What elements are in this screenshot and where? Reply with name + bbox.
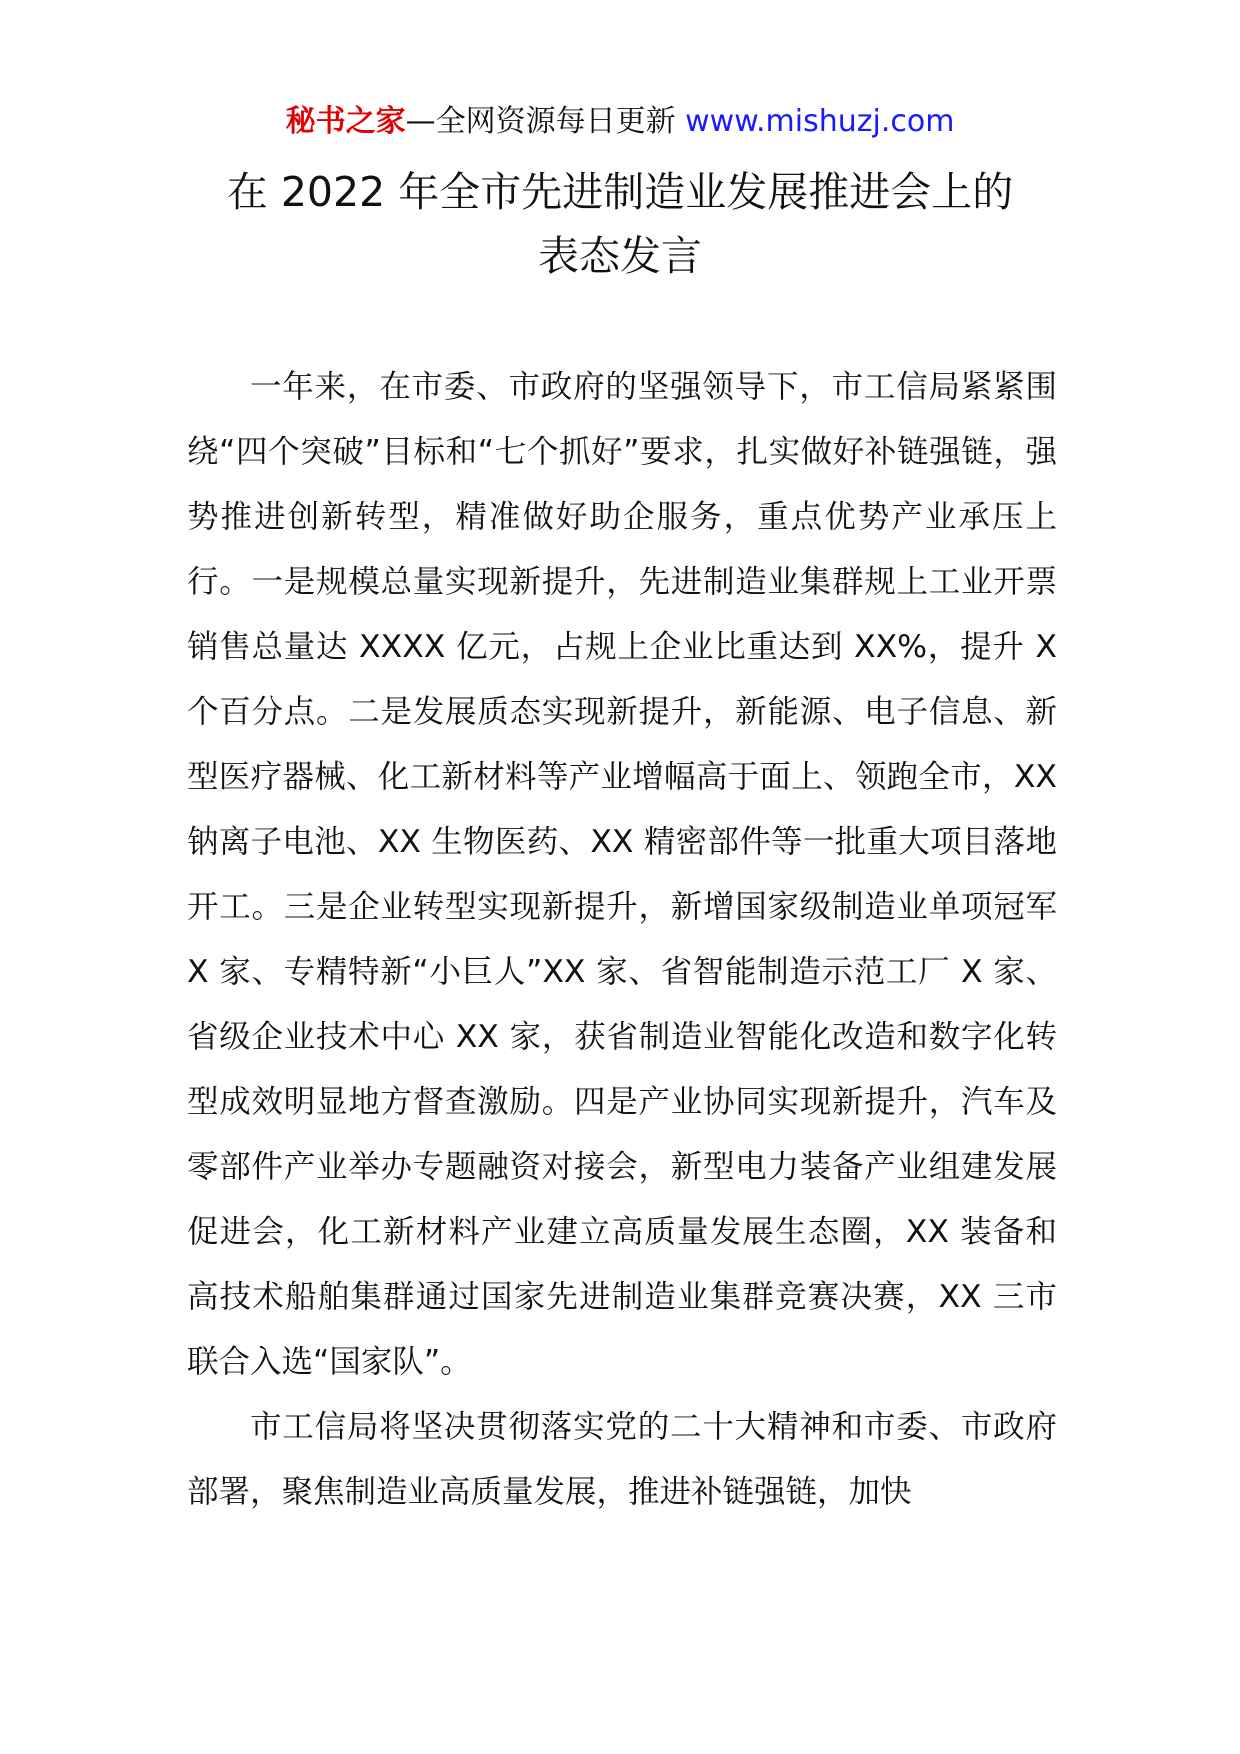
website-link[interactable]: www.mishuzj.com xyxy=(685,104,955,139)
watermark-header xyxy=(0,100,1240,144)
title-line-1: 在 2022 年全市先进制造业发展推进会上的 xyxy=(226,168,1014,216)
document-title xyxy=(150,160,1090,288)
paragraph-2: 市工信局将坚决贯彻落实党的二十大精神和市委、市政府部署，聚焦制造业高质量发展，推进补链强链，加快 xyxy=(187,1409,1057,1510)
header-slogan: —全网资源每日更新 xyxy=(405,104,676,139)
title-line-2: 表态发言 xyxy=(538,232,702,280)
document-body xyxy=(187,355,1057,1525)
brand-name: 秘书之家 xyxy=(285,104,406,139)
paragraph-1: 一年来，在市委、市政府的坚强领导下，市工信局紧紧围绕“四个突破”目标和“七个抓好”要求，扎实做好补链强链，强势推进创新转型，精准做好助企服务，重点优势产业承压上行。一是规模总量实现新提升，先进制造业集群规上工业开票销售总量达 XXXX 亿元，占规上企业比重达到 XX%，提升 X 个百分点。二是发展质态实现新提升，新能源、电子信息、新型医疗器械、化工新材料等产业增幅高于面上、领跑全市，XX 钠离子电池、XX 生物医药、XX 精密部件等一批重大项目落地开工。三是企业转型实现新提升，新增国家级制造业单项冠军 X 家、专精特新“小巨人”XX 家、省智能制造示范工厂 X 家、省级企业技术中心 XX 家，获省制造业智能化改造和数字化转型成效明显地方督查激励。四是产业协同实现新提升，汽车及零部件产业举办专题融资对接会，新型电力装备产业组建发展促进会，化工新材料产业建立高质量发展生态圈，XX 装备和高技术船舶集群通过国家先进制造业集群竞赛决赛，XX 三市联合入选“国家队”。 xyxy=(187,369,1057,1380)
